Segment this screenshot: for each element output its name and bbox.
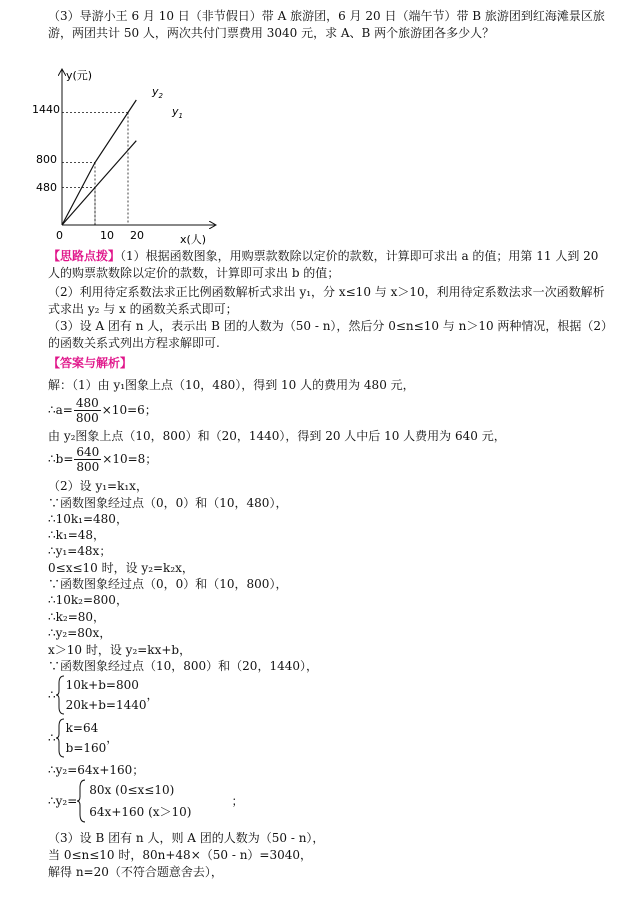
series-line-y1 (62, 141, 136, 225)
series-line-y2 (62, 100, 136, 225)
system-1: ∴ 10k+b=800 20k+b=1440 ， (48, 675, 159, 715)
answer-line-9: ∴y₁=48x； (48, 544, 112, 558)
answer-line-23: 解得 n=20（不符合题意舍去）， (48, 865, 223, 879)
answer-line-10: 0≤x≤10 时，设 y₂=k₂x， (48, 561, 194, 575)
line-y2-label: $y_2$ (152, 85, 163, 100)
x-tick-20: 20 (130, 229, 144, 242)
answer-line-16: ∵函数图象经过点（10，800）和（20，1440）， (48, 659, 318, 673)
answer-line-14: ∴y₂=80x， (48, 626, 112, 640)
answer-tag: 【答案与解析】 (48, 356, 133, 370)
fraction-a: $\frac{480}{800}$ (75, 396, 99, 425)
answer-line-6: ∵函数图象经过点（0，0）和（10，480）， (48, 496, 288, 510)
line-y1-label: $y_1$ (172, 105, 183, 120)
function-graph (32, 65, 230, 255)
x-axis-label: x(人) (180, 233, 207, 246)
piecewise-function: ∴y₂= 80x (0≤x≤10) 64x+160 (x＞10) ； (48, 779, 244, 823)
answer-line-3: 由 y₂图象上点（10，800）和（20，1440），得到 20 人中后 10 人费用为 640 元， (48, 429, 506, 443)
system-2: ∴ k=64 b=160 ， (48, 718, 118, 758)
y-axis-label: y(元) (66, 69, 93, 82)
answer-line-1: 解：（1）由 y₁图象上点（10，480），得到 10 人的费用为 480 元， (48, 378, 415, 392)
piecewise-case-1: 80x (0≤x≤10) (89, 783, 175, 797)
origin-label: 0 (56, 229, 63, 242)
system-2-eq-1: k=64 (65, 721, 99, 735)
answer-line-22: 当 0≤n≤10 时，80n+48×（50 - n）=3040， (48, 848, 313, 862)
answer-line-12: ∴10k₂=800， (48, 593, 128, 607)
y-tick-480: 480 (36, 181, 57, 194)
answer-line-15: x＞10 时，设 y₂=kx+b， (48, 643, 192, 657)
system-2-eq-2: b=160 (65, 741, 107, 755)
answer-line-19: ∴y₂=64x+160； (48, 763, 145, 777)
y-tick-1440: 1440 (32, 103, 60, 116)
piecewise-case-2: 64x+160 (x＞10) (89, 805, 192, 819)
hint-tag: 【思路点拨】 (48, 249, 121, 263)
answer-line-7: ∴10k₁=480， (48, 512, 128, 526)
system-1-eq-2: 20k+b=1440 (65, 698, 147, 712)
x-tick-10: 10 (100, 229, 114, 242)
hint-p2: （2）利用待定系数法求正比例函数解析式求出 y₁，分 x≤10 与 x＞10，利用待定系数法求一次函数解析式求出 y₂ 与 x 的函数关系式即可； (48, 285, 605, 316)
hint-p3: （3）设 A 团有 n 人，表示出 B 团的人数为（50 - n），然后分 0≤n≤10 与 n＞10 两种情况，根据（2）的函数关系式列出方程求解即可. (48, 319, 608, 350)
answer-line-8: ∴k₁=48， (48, 528, 106, 542)
fraction-b: $\frac{640}{800}$ (76, 445, 100, 474)
system-1-eq-1: 10k+b=800 (65, 678, 139, 692)
answer-a-eq: ∴a= $\frac{480}{800}$ ×10=6； (48, 396, 157, 425)
answer-line-11: ∵函数图象经过点（0，0）和（10，800）， (48, 577, 288, 591)
answer-line-13: ∴k₂=80， (48, 610, 106, 624)
answer-line-21: （3）设 B 团有 n 人，则 A 团的人数为（50 - n）， (48, 831, 325, 845)
answer-line-5: （2）设 y₁=k₁x， (48, 479, 148, 493)
y-tick-800: 800 (36, 153, 57, 166)
hint-p1: 【思路点拨】（1）根据函数图象，用购票款数除以定价的款数，计算即可求出 a 的值；用第 11 人到 20 人的购票款数除以定价的款数，计算即可求出 b 的值； (48, 249, 599, 280)
problem-part3: （3）导游小王 6 月 10 日（非节假日）带 A 旅游团，6 月 20 日（端午节）带 B 旅游团到红海滩景区旅游，两团共计 50 人，两次共付门票费用 3040 元，求 A、B 两个旅游团各多少人？ (48, 9, 605, 40)
answer-b-eq: ∴b= $\frac{640}{800}$ ×10=8； (48, 445, 158, 474)
